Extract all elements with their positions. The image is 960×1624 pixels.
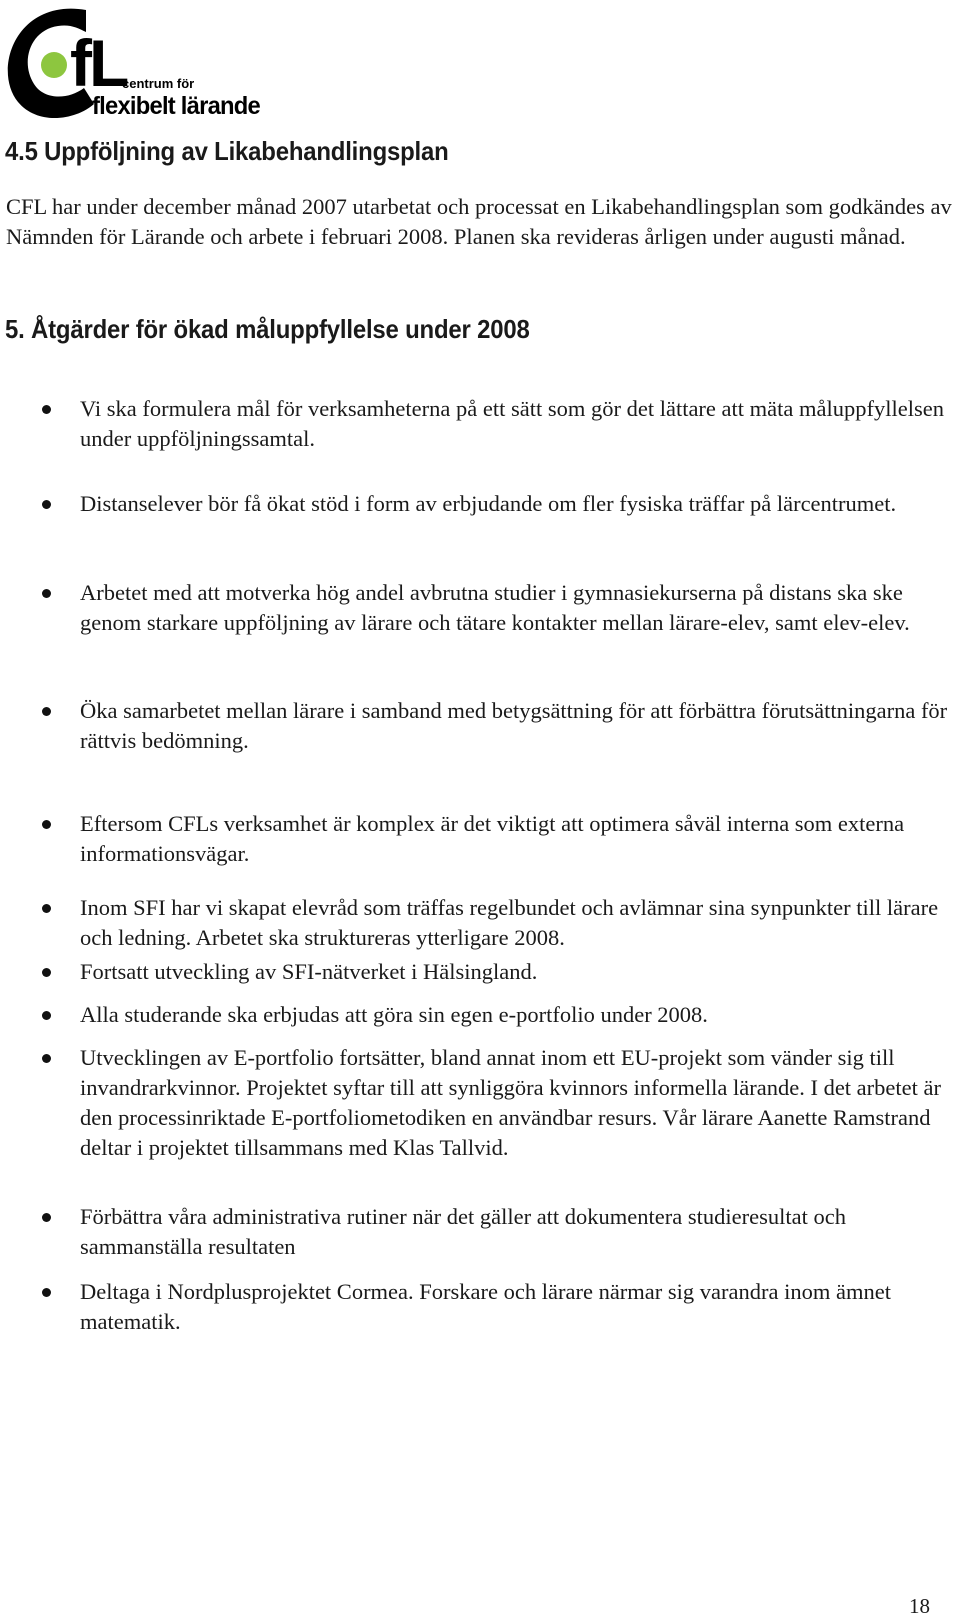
bullet-icon [42,405,51,414]
section-paragraph-likabehandlingsplan: CFL har under december månad 2007 utarbetat och processat en Likabehandlingsplan som godkändes av Nämnden för Lärande och arbete i februari 2008. Planen ska revideras årligen under augusti månad. [6,194,952,249]
bullet-icon [42,589,51,598]
bullet-icon [42,904,51,913]
bullet-icon [42,968,51,977]
list-item-text: Öka samarbetet mellan lärare i samband med betygsättning för att förbättra förutsättningarna för rättvis bedömning. [80,698,948,753]
cfl-logo [4,4,266,122]
logo-tagline-large: flexibelt lärande [92,92,261,120]
logo-dot [41,52,67,78]
bullet-icon [42,707,51,716]
logo-tagline-small: centrum för [122,76,195,91]
bullet-icon [42,500,51,509]
list-item-text: Alla studerande ska erbjudas att göra sin egen e-portfolio under 2008. [80,1002,708,1027]
section-heading-atgarder: 5. Åtgärder för ökad måluppfyllelse under 2008 [5,314,530,344]
bullet-icon [42,1288,51,1297]
list-item-text: Inom SFI har vi skapat elevråd som träffas regelbundet och avlämnar sina synpunkter till lärare och ledning. Arbetet ska struktureras ytterligare 2008. [80,895,939,950]
page-number: 18 [909,1594,930,1618]
bullet-icon [42,1054,51,1063]
list-item-text: Deltaga i Nordplusprojektet Cormea. Forskare och lärare närmar sig varandra inom ämnet matematik. [80,1279,891,1334]
list-item-text: Förbättra våra administrativa rutiner när det gäller att dokumentera studieresultat och sammanställa resultaten [80,1204,846,1259]
list-item-text: Vi ska formulera mål för verksamheterna på ett sätt som gör det lättare att mäta måluppfyllelsen under uppföljningssamtal. [80,396,944,451]
logo-fl-text: fL [70,26,127,100]
bullet-icon [42,820,51,829]
bullet-icon [42,1213,51,1222]
list-item-text: Utvecklingen av E-portfolio fortsätter, bland annat inom ett EU-projekt som vänder sig till invandrarkvinnor. Projektet syftar till att synliggöra kvinnors informella lärande. I det arbetet är den processinriktade E-portfoliometodiken en användbar resurs. Vår lärare Aanette Ramstrand deltar i projektet tillsammans med Klas Tallvid. [80,1045,941,1160]
list-item-text: Distanselever bör få ökat stöd i form av erbjudande om fler fysiska träffar på lärcentrumet. [80,491,897,516]
bullet-icon [42,1011,51,1020]
list-item-text: Arbetet med att motverka hög andel avbrutna studier i gymnasiekurserna på distans ska ske genom starkare uppföljning av lärare och tätare kontakter mellan lärare-elev, samt elev-elev. [80,580,910,635]
list-item-text: Fortsatt utveckling av SFI-nätverket i Hälsingland. [80,959,538,984]
list-item-text: Eftersom CFLs verksamhet är komplex är det viktigt att optimera såväl interna som externa informationsvägar. [80,811,905,866]
section-heading-likabehandlingsplan: 4.5 Uppföljning av Likabehandlingsplan [5,136,449,166]
